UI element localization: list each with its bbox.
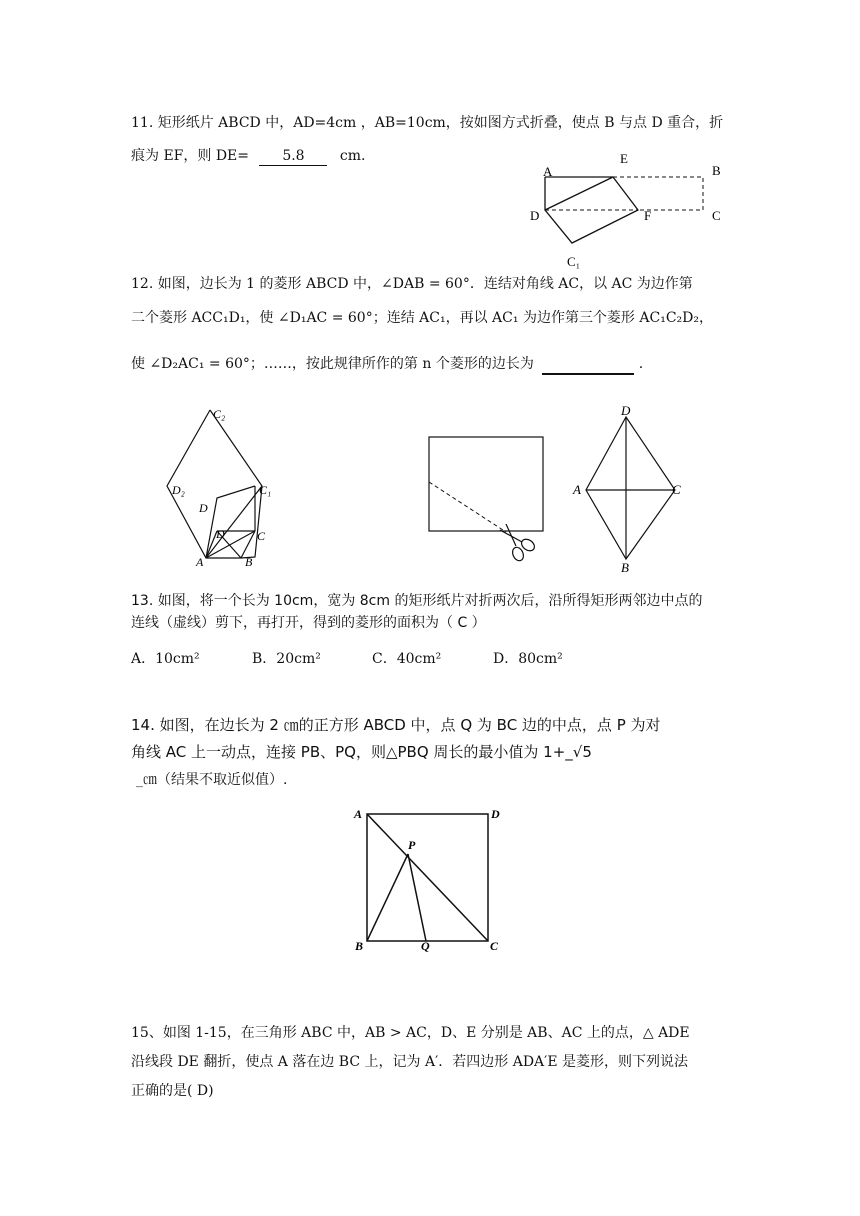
q13-rhombus [586, 417, 675, 559]
q13-label-d: D [621, 403, 631, 418]
q12-line1: 12. 如图，边长为 1 的菱形 ABCD 中，∠DAB = 60°．连结对角线 AC，以 AC 为边作第 [131, 276, 693, 292]
q11-answer: 5.8 [259, 147, 327, 166]
q11-line1: 11. 矩形纸片 ABCD 中，AD=4cm ，AB=10cm，按如图方式折叠，使点 B 与点 D 重合，折 [131, 115, 724, 131]
q13-line2: 连线（虚线）剪下，再打开，得到的菱形的面积为（ C ） [131, 615, 486, 631]
q14-label-c: C [490, 939, 499, 953]
q12-label-c: C [257, 529, 266, 543]
q12-label-c1: C₁ [259, 483, 272, 497]
q13-option-d: D．80cm² [493, 651, 563, 667]
q12-label-d2: D₂ [172, 483, 185, 497]
q13-label-c: C [672, 482, 681, 497]
q14-line1: 14. 如图，在边长为 2 ㎝的正方形 ABCD 中，点 Q 为 BC 边的中点，点 P 为对 [131, 716, 661, 734]
q14-segment-pb [367, 854, 408, 941]
q14-label-d: D [491, 807, 500, 821]
q13-option-a: A．10cm² [131, 651, 200, 667]
scissors-icon [500, 524, 537, 562]
q13-option-b: B．20cm² [252, 651, 321, 667]
q11-figure [525, 150, 735, 275]
q13-label-a: A [573, 482, 581, 497]
q12-label-d: D [216, 527, 225, 541]
q12-figure [160, 400, 290, 575]
q15-line3: 正确的是( D) [131, 1083, 214, 1099]
q13-rhombus-figure [565, 400, 690, 575]
q11-line2-prefix: 痕为 EF，则 DE= [131, 148, 250, 164]
q12-line2: 二个菱形 ACC₁D₁，使 ∠D₁AC = 60°；连结 AC₁，再以 AC₁ 为边作第三个菱形 AC₁C₂D₂， [131, 310, 713, 326]
q13-label-b: B [621, 560, 629, 575]
q12-label-d1: D [199, 501, 208, 515]
q11-label-f: F [644, 208, 652, 223]
q11-label-c: C [712, 208, 721, 223]
q14-label-p: P [408, 838, 416, 852]
q11-dashed-part [613, 177, 703, 210]
q11-label-e: E [620, 151, 628, 166]
q14-line3: _㎝（结果不取近似值）. [136, 772, 288, 788]
q14-label-b: B [355, 939, 364, 953]
q12-line3-end: . [638, 356, 644, 372]
q13-line1: 13. 如图，将一个长为 10cm，宽为 8cm 的矩形纸片对折两次后，沿所得矩形两邻边中点的 [131, 593, 703, 609]
q15-line1: 15、如图 1-15，在三角形 ABC 中，AB > AC，D、E 分别是 AB、AC 上的点，△ ADE [131, 1025, 690, 1041]
q11-label-c1: C₁ [567, 254, 581, 269]
q12-label-c2: C₂ [213, 407, 226, 421]
q12-label-a: A [196, 555, 204, 569]
q13-paper-figure [420, 430, 560, 565]
q11-label-b: B [712, 163, 721, 178]
q14-diagonal-ac [367, 814, 488, 941]
q14-figure [345, 802, 510, 957]
q12-label-b: B [245, 555, 253, 569]
q12-line3 [131, 355, 643, 375]
q11-line-de [545, 177, 613, 210]
q14-line2: 角线 AC 上一动点，连接 PB、PQ，则△PBQ 周长的最小值为 1+_√5 [131, 743, 592, 761]
q12-line3-text: 使 ∠D₂AC₁ = 60°；……，按此规律所作的第 n 个菱形的边长为 [131, 356, 534, 372]
q13-option-c: C．40cm² [372, 651, 442, 667]
q11-line2 [131, 147, 366, 166]
q11-label-d: D [530, 208, 540, 223]
q14-label-q: Q [421, 939, 430, 953]
q11-label-a: A [543, 164, 553, 179]
q14-label-a: A [354, 807, 363, 821]
q13-cut-line [429, 482, 506, 532]
q13-paper-rect [429, 437, 543, 531]
q11-line2-suffix: cm. [339, 148, 366, 164]
q15-line2: 沿线段 DE 翻折，使点 A 落在边 BC 上，记为 A′．若四边形 ADA′E 是菱形，则下列说法 [131, 1054, 688, 1070]
